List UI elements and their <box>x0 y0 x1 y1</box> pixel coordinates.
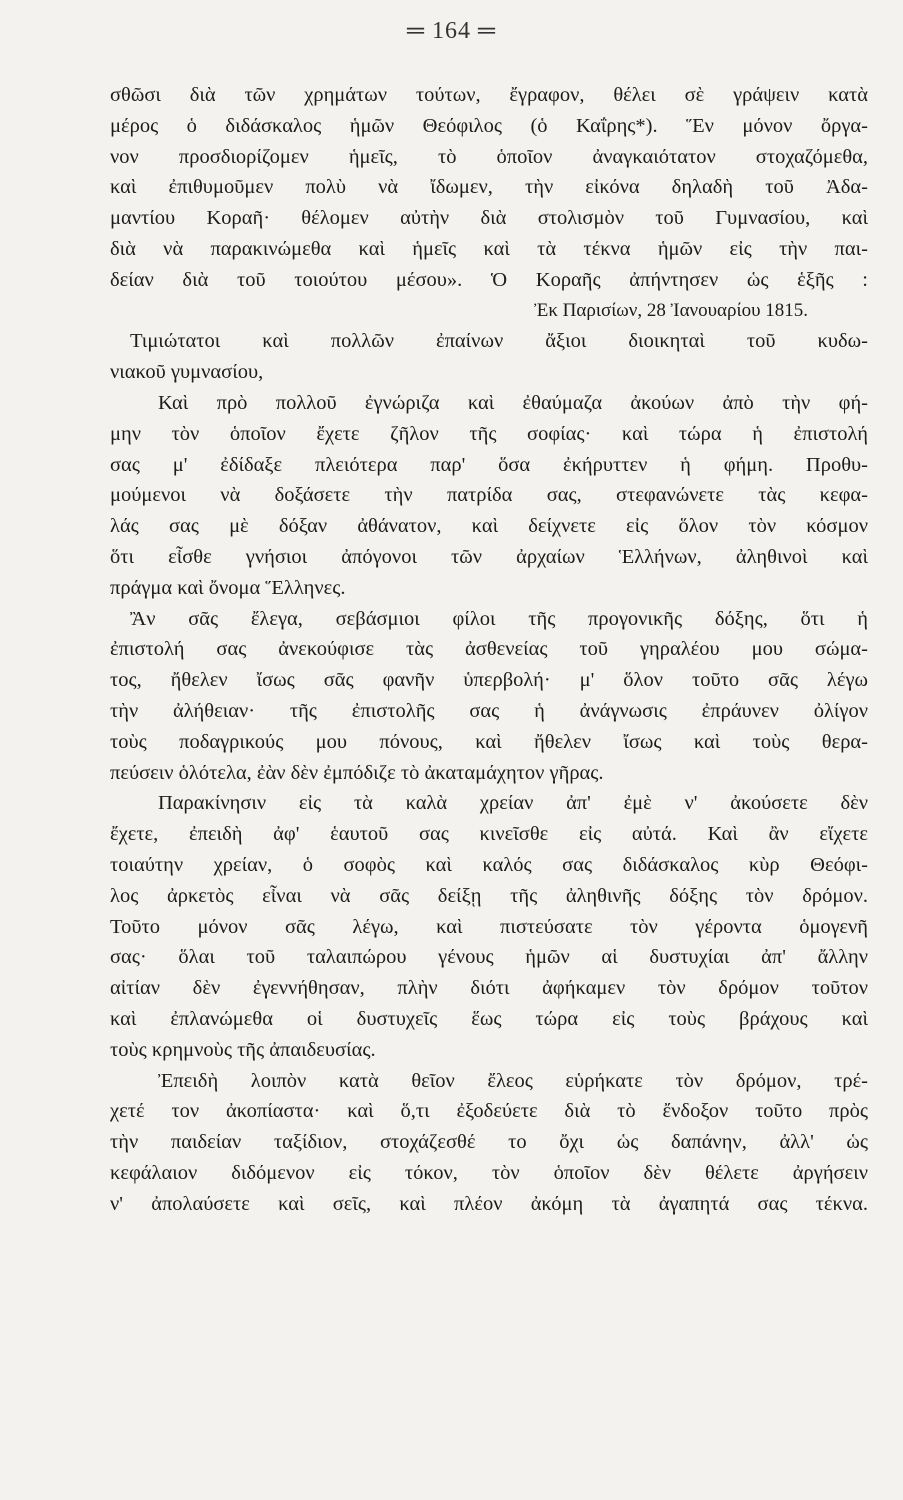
text-line: τὴν ἀλήθειαν· τῆς ἐπιστολῆς σας ἡ ἀνάγνωσις ἐπράυνεν ὀλίγον <box>110 699 868 722</box>
page-number <box>0 18 903 45</box>
text-line: τοὺς ποδαγρικούς μου πόνους, καὶ ἤθελεν ἴσως καὶ τοὺς θερα- <box>110 730 868 753</box>
text-line: καὶ ἐπιθυμοῦμεν πολὺ νὰ ἴδωμεν, τὴν εἰκόνα δηλαδὴ τοῦ Ἀδα- <box>110 176 868 199</box>
text-line: Παρακίνησιν εἰς τὰ καλὰ χρείαν ἀπ' ἐμὲ ν' ἀκούσετε δὲν <box>158 792 868 815</box>
text-line: καὶ ἐπλανώμεθα οἱ δυστυχεῖς ἕως τώρα εἰς τοὺς βράχους καὶ <box>110 1007 868 1030</box>
text-line: τος, ἤθελεν ἴσως σᾶς φανῆν ὑπερβολή· μ' ὅλον τοῦτο σᾶς λέγω <box>110 669 868 692</box>
text-line: Καὶ πρὸ πολλοῦ ἐγνώριζα καὶ ἐθαύμαζα ἀκούων ἀπὸ τὴν φή- <box>158 391 868 414</box>
text-line: μην τὸν ὁποῖον ἔχετε ζῆλον τῆς σοφίας· καὶ τώρα ἡ ἐπιστολή <box>110 422 868 445</box>
text-line: λος ἀρκετὸς εἶναι νὰ σᾶς δείξῃ τῆς ἀληθινῆς δόξης τὸν δρόμον. <box>110 884 868 907</box>
text-line: ἔχετε, ἐπειδὴ ἀφ' ἑαυτοῦ σας κινεῖσθε εἰς αὐτά. Καὶ ἂν εἴχετε <box>110 823 868 846</box>
text-line: νιακοῦ γυμνασίου, <box>110 361 264 384</box>
page-number-dash-right: ═ <box>478 18 497 44</box>
text-line: σθῶσι διὰ τῶν χρημάτων τούτων, ἔγραφον, θέλει σὲ γράψειν κατὰ <box>110 84 868 106</box>
text-line: Ἂν σᾶς ἔλεγα, σεβάσμιοι φίλοι τῆς προγονικῆς δόξης, ὅτι ἡ <box>130 607 868 630</box>
text-line: χετέ τον ἀκοπίαστα· καὶ ὅ,τι ἐξοδεύετε διὰ τὸ ἔνδοξον τοῦτο πρὸς <box>110 1100 868 1123</box>
text-line: διὰ νὰ παρακινώμεθα καὶ ἡμεῖς καὶ τὰ τέκνα ἡμῶν εἰς τὴν παι- <box>110 237 868 260</box>
text-line: σας· ὅλαι τοῦ ταλαιπώρου γένους ἡμῶν αἱ δυστυχίαι ἀπ' ἄλλην <box>110 946 868 969</box>
text-line: νον προσδιορίζομεν ἡμεῖς, τὸ ὁποῖον ἀναγκαιότατον στοχαζόμεθα, <box>110 145 868 168</box>
text-line: σας μ' ἐδίδαξε πλειότερα παρ' ὅσα ἐκήρυττεν ἡ φήμη. Προθυ- <box>110 453 868 476</box>
text-line: ὅτι εἶσθε γνήσιοι ἀπόγονοι τῶν ἀρχαίων Ἑλλήνων, ἀληθινοὶ καὶ <box>110 545 868 568</box>
text-line: μούμενοι νὰ δοξάσετε τὴν πατρίδα σας, στεφανώνετε τὰς κεφα- <box>110 484 868 507</box>
text-line: μαντίου Κοραῆ· θέλομεν αὐτὴν διὰ στολισμὸν τοῦ Γυμνασίου, καὶ <box>110 207 868 230</box>
text-line: κεφάλαιον διδόμενον εἰς τόκον, τὸν ὁποῖον δὲν θέλετε ἀργήσειν <box>110 1161 868 1184</box>
text-line: Τιμιώτατοι καὶ πολλῶν ἐπαίνων ἄξιοι διοικηταὶ τοῦ κυδω- <box>130 330 868 353</box>
text-line: τὴν παιδείαν ταξίδιον, στοχάζεσθέ το ὄχι ὡς δαπάνην, ἀλλ' ὡς <box>110 1131 868 1154</box>
text-line: δείαν διὰ τοῦ τοιούτου μέσου». Ὁ Κοραῆς ἀπήντησεν ὡς ἑξῆς : <box>110 268 868 291</box>
letter-dateline: Ἐκ Παρισίων, 28 Ἰανουαρίου 1815. <box>534 299 808 321</box>
text-line: ν' ἀπολαύσετε καὶ σεῖς, καὶ πλέον ἀκόμη τὰ ἀγαπητά σας τέκνα. <box>110 1192 868 1215</box>
text-line: πεύσειν ὁλότελα, ἐὰν δὲν ἐμπόδιζε τὸ ἀκαταμάχητον γῆρας. <box>110 761 604 784</box>
text-line: Ἐπειδὴ λοιπὸν κατὰ θεῖον ἔλεος εὑρήκατε τὸν δρόμον, τρέ- <box>158 1069 868 1092</box>
text-line: μέρος ὁ διδάσκαλος ἡμῶν Θεόφιλος (ὁ Καΐρης*). Ἕν μόνον ὄργα- <box>110 114 868 137</box>
page-number-value: 164 <box>432 18 471 44</box>
text-line: αἰτίαν δὲν ἐγεννήθησαν, πλὴν διότι ἀφήκαμεν τὸν δρόμον τοῦτον <box>110 977 868 1000</box>
body-text <box>110 80 868 1219</box>
text-line: ἐπιστολή σας ἀνεκούφισε τὰς ἀσθενείας τοῦ γηραλέου μου σώμα- <box>110 638 868 661</box>
text-line: Τοῦτο μόνον σᾶς λέγω, καὶ πιστεύσατε τὸν γέροντα ὁμογενῆ <box>110 915 868 938</box>
page-number-dash-left: ═ <box>406 18 425 44</box>
text-line: τοὺς κρημνοὺς τῆς ἀπαιδευσίας. <box>110 1038 376 1061</box>
text-line: τοιαύτην χρείαν, ὁ σοφὸς καὶ καλός σας διδάσκαλος κὺρ Θεόφι- <box>110 853 868 876</box>
text-line: λάς σας μὲ δόξαν ἀθάνατον, καὶ δείχνετε εἰς ὅλον τὸν κόσμον <box>110 515 868 538</box>
text-line: πράγμα καὶ ὄνομα Ἕλληνες. <box>110 576 346 599</box>
